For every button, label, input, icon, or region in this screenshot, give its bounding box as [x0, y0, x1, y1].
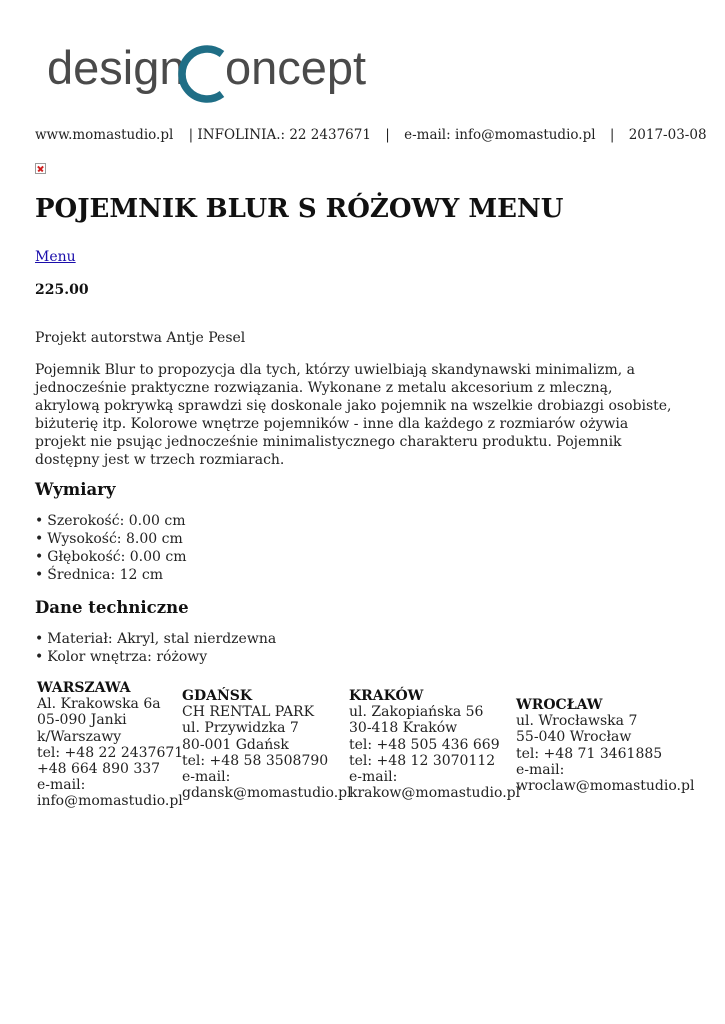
office-city: KRAKÓW — [349, 688, 424, 704]
technical-list — [35, 630, 276, 666]
office-city: WROCŁAW — [516, 697, 603, 713]
office-gdansk — [182, 688, 352, 801]
hotline: | INFOLINIA.: 22 2437671 — [188, 127, 371, 143]
list-item: • Materiał: Akryl, stal nierdzewna — [35, 630, 276, 648]
office-line: Al. Krakowska 6a — [37, 696, 161, 713]
office-phone: tel: +48 22 2437671 — [37, 744, 184, 761]
office-email[interactable]: wroclaw@momastudio.pl — [516, 778, 695, 795]
logo[interactable] — [47, 38, 387, 106]
list-item: • Wysokość: 8.00 cm — [35, 530, 187, 548]
office-krakow — [349, 688, 520, 801]
office-email[interactable]: gdansk@momastudio.pl — [182, 785, 352, 802]
logo-c-mark — [182, 49, 222, 99]
contact-email[interactable]: e-mail: info@momastudio.pl — [404, 127, 596, 143]
list-item: • Średnica: 12 cm — [35, 566, 187, 584]
office-phone: tel: +48 12 3070112 — [349, 752, 496, 769]
logo-text-oncept: oncept — [225, 41, 367, 94]
logo-text-design: design — [47, 41, 186, 94]
technical-heading: Dane techniczne — [35, 598, 189, 617]
office-line: ul. Zakopiańska 56 — [349, 704, 484, 721]
office-line: e-mail: — [349, 769, 398, 786]
website-link[interactable]: www.momastudio.pl — [35, 127, 174, 143]
office-phone: tel: +48 58 3508790 — [182, 752, 329, 769]
office-line: 05-090 Janki — [37, 712, 127, 729]
office-wroclaw — [516, 697, 694, 794]
list-item: • Kolor wnętrza: różowy — [35, 648, 276, 666]
office-line: 55-040 Wrocław — [516, 729, 632, 746]
info-bar — [35, 127, 707, 143]
office-email[interactable]: krakow@momastudio.pl — [349, 785, 521, 802]
office-city: WARSZAWA — [37, 680, 131, 696]
product-title: POJEMNIK BLUR S RÓŻOWY MENU — [35, 194, 564, 224]
list-item: • Szerokość: 0.00 cm — [35, 512, 187, 530]
office-line: e-mail: — [37, 777, 86, 794]
office-line: CH RENTAL PARK — [182, 704, 315, 721]
office-line: k/Warszawy — [37, 728, 122, 745]
office-email[interactable]: info@momastudio.pl — [37, 793, 183, 810]
office-phone: +48 664 890 337 — [37, 761, 161, 778]
product-price: 225.00 — [35, 282, 89, 298]
design-concept-logo — [47, 38, 387, 106]
office-line: e-mail: — [516, 761, 565, 778]
product-author: Projekt autorstwa Antje Pesel — [35, 330, 246, 346]
office-phone: tel: +48 505 436 669 — [349, 736, 500, 753]
list-item: • Głębokość: 0.00 cm — [35, 548, 187, 566]
office-line: 80-001 Gdańsk — [182, 736, 289, 753]
dimensions-list — [35, 512, 187, 584]
office-line: e-mail: — [182, 769, 231, 786]
office-phone: tel: +48 71 3461885 — [516, 745, 663, 762]
product-description: Pojemnik Blur to propozycja dla tych, którzy uwielbiają skandynawski minimalizm, a jednocześnie praktyczne rozwiązania. Wykonane z metalu akcesorium z mleczną, akrylową pokrywką sprawdzi się doskonale jako pojemnik na wszelkie drobiazgi osobiste, biżuterię itp. Kolorowe wnętrze pojemników - inne dla każdego z rozmiarów ożywia projekt nie psując jednocześnie minimalistycznego charakteru produktu. Pojemnik dostępny jest w trzech rozmiarach. — [35, 362, 672, 468]
office-line: 30-418 Kraków — [349, 720, 458, 737]
office-line: ul. Przywidzka 7 — [182, 720, 299, 737]
office-city: GDAŃSK — [182, 688, 253, 704]
office-warszawa — [37, 680, 183, 810]
separator: | — [609, 127, 615, 143]
document-date: 2017-03-08 — [628, 127, 707, 143]
category-link-menu[interactable]: Menu — [35, 249, 76, 265]
separator: | — [385, 127, 390, 143]
office-line: ul. Wrocławska 7 — [516, 713, 638, 730]
dimensions-heading: Wymiary — [35, 480, 116, 499]
broken-image-icon — [35, 163, 46, 174]
